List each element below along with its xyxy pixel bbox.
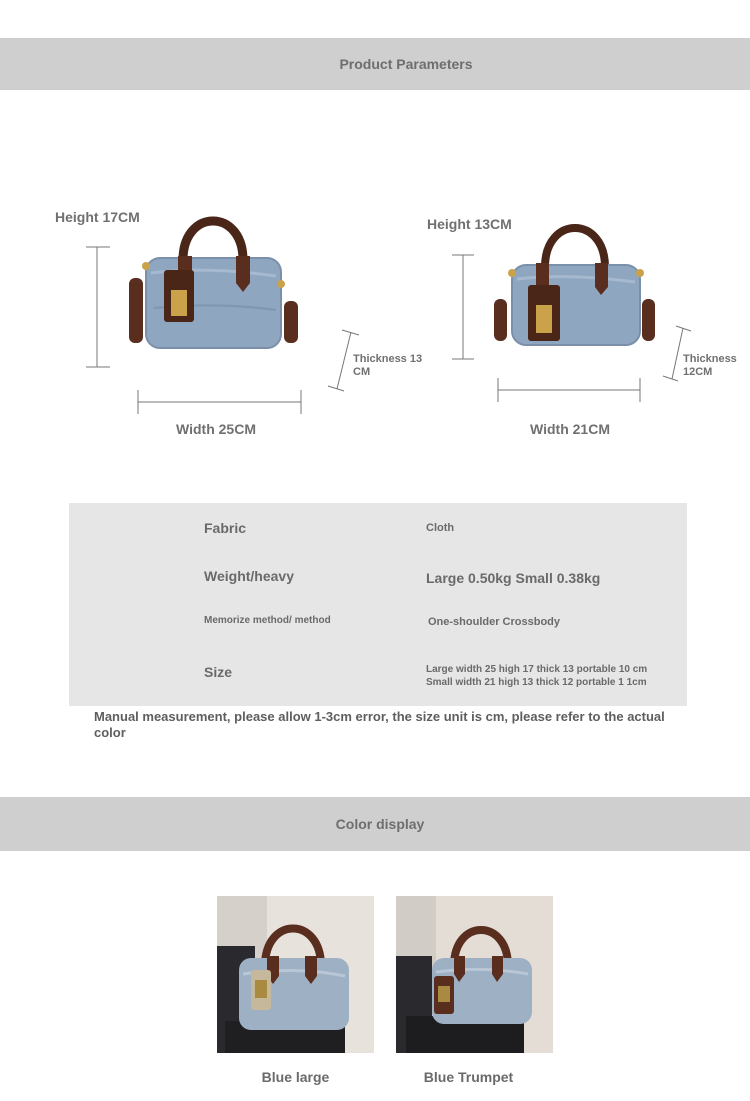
param-value-size: Large width 25 high 17 thick 13 portable 10 cm Small width 21 high 13 thick 12 portable 1 1cm bbox=[426, 664, 648, 688]
small-thickness-label: Thickness 12CM bbox=[683, 353, 737, 378]
swatch-label-blue-trumpet: Blue Trumpet bbox=[423, 1069, 514, 1085]
small-height-label: Height 13CM bbox=[427, 216, 512, 232]
parameters-header-band bbox=[0, 38, 750, 90]
large-thickness-label: Thickness 13 CM bbox=[353, 353, 423, 378]
parameters-title: Product Parameters bbox=[339, 56, 473, 72]
small-width-line bbox=[493, 376, 647, 406]
large-thickness-line bbox=[324, 326, 364, 396]
swatch-blue-large[interactable] bbox=[217, 896, 374, 1053]
color-header-band bbox=[0, 797, 750, 851]
swatch-label-blue-large: Blue large bbox=[261, 1069, 330, 1085]
param-label-weight: Weight/heavy bbox=[204, 568, 294, 584]
param-value-weight: Large 0.50kg Small 0.38kg bbox=[426, 570, 601, 586]
param-label-size: Size bbox=[204, 664, 233, 680]
small-thickness-line bbox=[660, 322, 696, 386]
large-width-line bbox=[132, 388, 308, 418]
large-height-label: Height 17CM bbox=[55, 209, 140, 225]
large-bag-image bbox=[126, 198, 306, 353]
small-height-line bbox=[446, 248, 482, 366]
blue-trumpet-photo bbox=[396, 896, 553, 1053]
param-value-fabric: Cloth bbox=[426, 522, 455, 534]
large-height-line bbox=[80, 240, 120, 375]
measurement-note: Manual measurement, please allow 1-3cm error, the size unit is cm, please refer to the actual color bbox=[94, 709, 665, 740]
param-label-method: Memorize method/ method bbox=[204, 615, 331, 626]
swatch-blue-trumpet[interactable] bbox=[396, 896, 553, 1053]
small-width-label: Width 21CM bbox=[530, 421, 610, 437]
blue-large-photo bbox=[217, 896, 374, 1053]
color-display-title: Color display bbox=[335, 816, 425, 832]
param-value-method: One-shoulder Crossbody bbox=[428, 616, 561, 628]
large-width-label: Width 25CM bbox=[176, 421, 256, 437]
parameter-table bbox=[69, 503, 687, 706]
small-bag-image bbox=[490, 203, 660, 348]
param-label-fabric: Fabric bbox=[204, 520, 247, 536]
